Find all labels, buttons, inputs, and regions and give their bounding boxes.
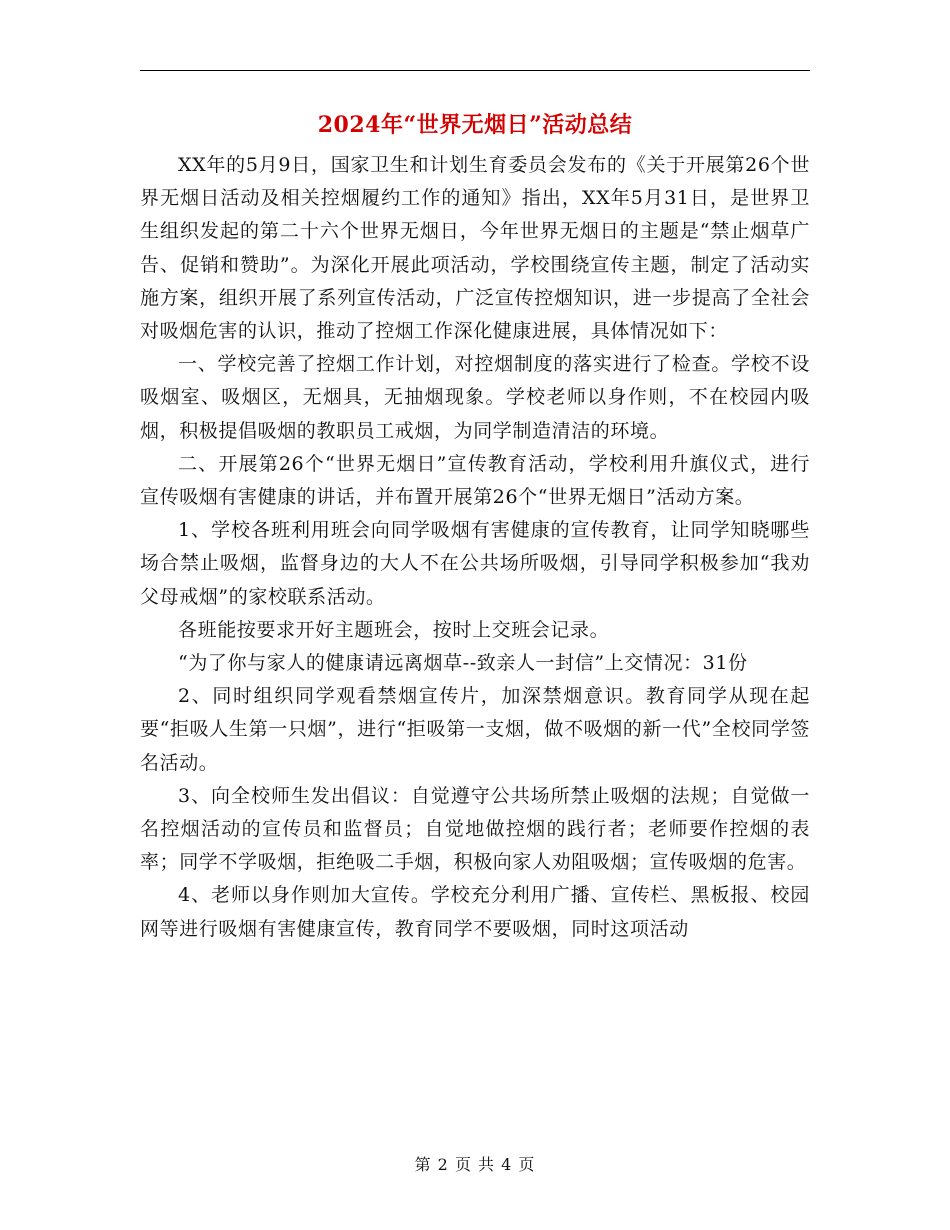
paragraph-section-1: 一、学校完善了控烟工作计划，对控烟制度的落实进行了检查。学校不设吸烟室、吸烟区，无烟具，无抽烟现象。学校老师以身作则，不在校园内吸烟，积极提倡吸烟的教职员工戒烟，为同学制造清洁的环境。 [140,353,810,442]
paragraph-class-meeting: 各班能按要求开好主题班会，按时上交班会记录。 [178,618,610,641]
document-body [140,149,810,946]
paragraph-letter-count: “为了你与家人的健康请远离烟草--致亲人一封信”上交情况：31份 [178,652,748,675]
document-title: 2024年“世界无烟日”活动总结 [317,112,633,138]
paragraph-item-3: 3、向全校师生发出倡议：自觉遵守公共场所禁止吸烟的法规；自觉做一名控烟活动的宣传员和监督员；自觉地做控烟的践行者；老师要作控烟的表率；同学不学吸烟，拒绝吸二手烟，积极向家人劝阻吸烟；宣传吸烟的危害。 [140,784,810,874]
header-rule [140,70,810,71]
page-number-footer: 第 2 页 共 4 页 [414,1155,536,1174]
paragraph-item-2: 2、同时组织同学观看禁烟宣传片，加深禁烟意识。教育同学从现在起要“拒吸人生第一只烟”，进行“拒吸第一支烟，做不吸烟的新一代”全校同学签名活动。 [140,685,810,774]
paragraph-item-1: 1、学校各班利用班会向同学吸烟有害健康的宣传教育，让同学知晓哪些场合禁止吸烟，监督身边的大人不在公共场所吸烟，引导同学积极参加“我劝父母戒烟”的家校联系活动。 [140,519,810,608]
paragraph-intro: XX年的5月9日，国家卫生和计划生育委员会发布的《关于开展第26个世界无烟日活动及相关控烟履约工作的通知》指出，XX年5月31日，是世界卫生组织发起的第二十六个世界无烟日，今年世界无烟日的主题是“禁止烟草广告、促销和赞助”。为深化开展此项活动，学校围绕宣传主题，制定了活动实施方案，组织开展了系列宣传活动，广泛宣传控烟知识，进一步提高了全社会对吸烟危害的认识，推动了控烟工作深化健康进展，具体情况如下： [140,154,810,343]
paragraph-section-2: 二、开展第26个“世界无烟日”宣传教育活动，学校利用升旗仪式，进行宣传吸烟有害健康的讲话，并布置开展第26个“世界无烟日”活动方案。 [140,452,810,509]
paragraph-item-4: 4、老师以身作则加大宣传。学校充分利用广播、宣传栏、黑板报、校园网等进行吸烟有害健康宣传，教育同学不要吸烟，同时这项活动 [140,884,810,940]
